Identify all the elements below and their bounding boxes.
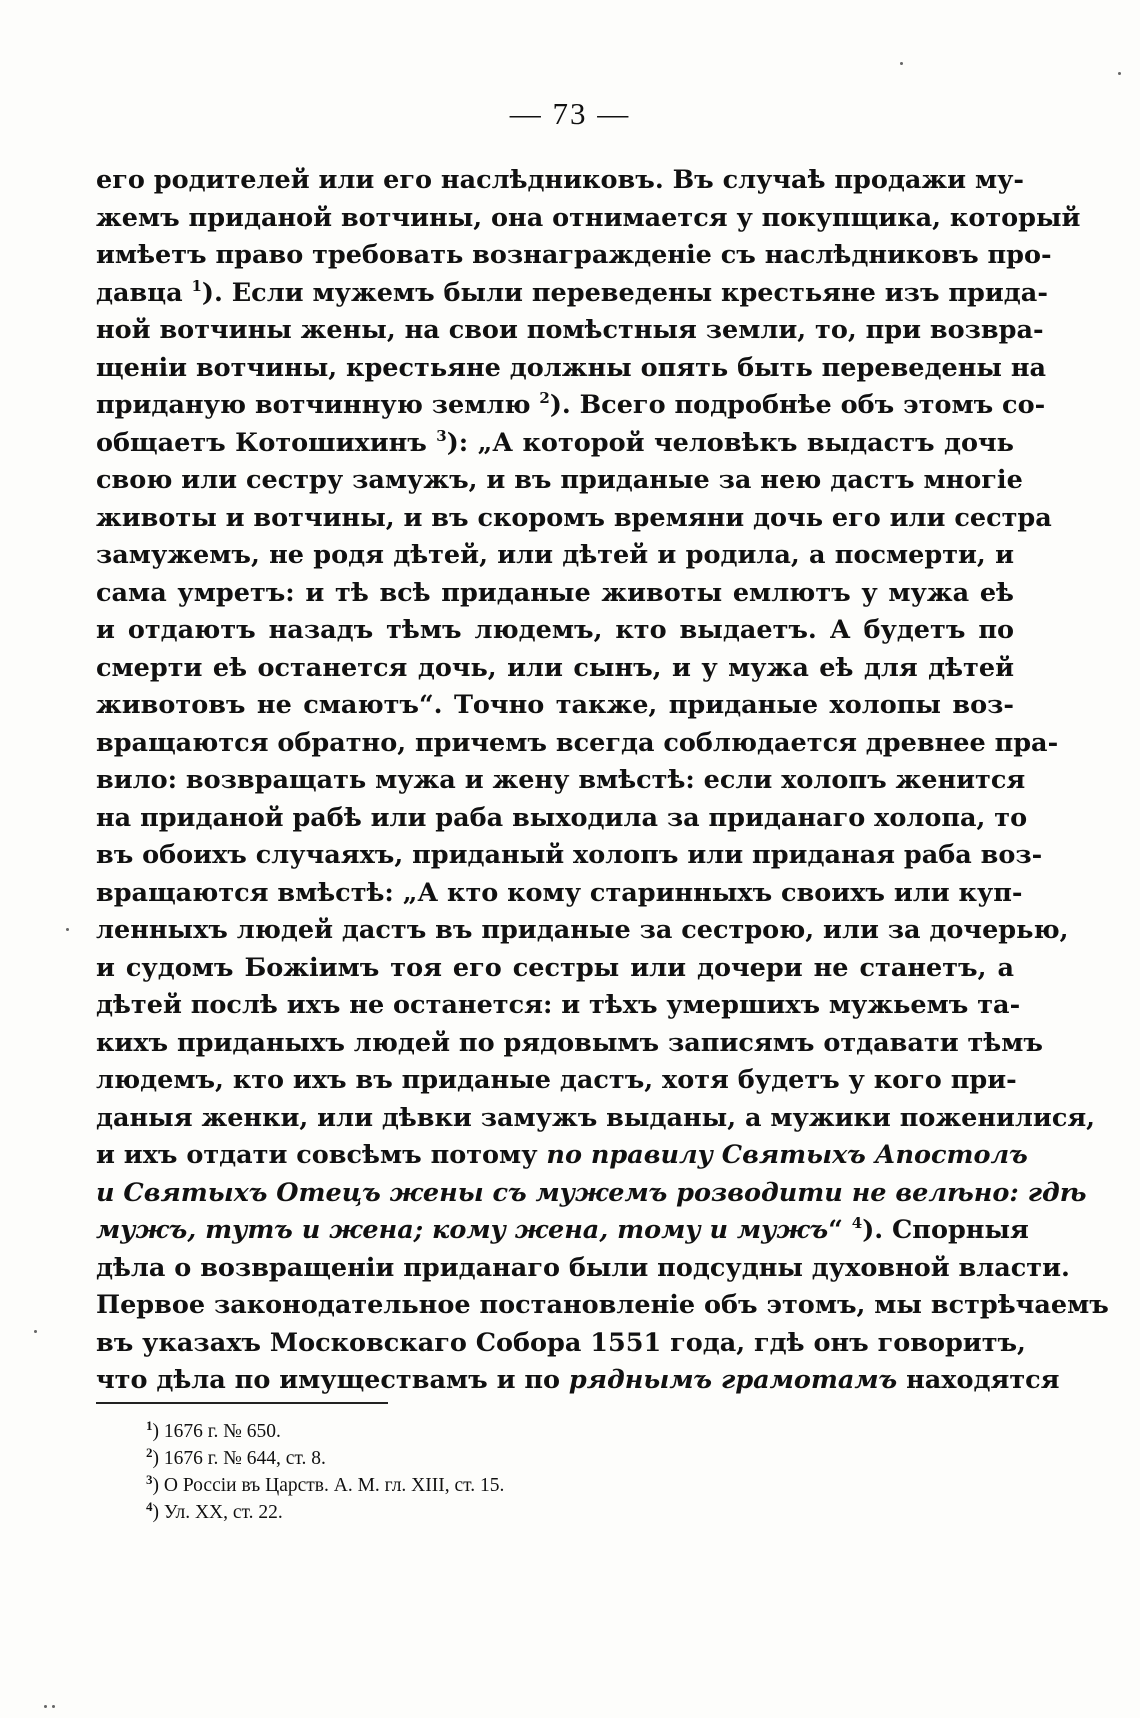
text-line	[96, 1362, 1060, 1400]
text-segment: находятся	[897, 1365, 1060, 1395]
text-line: и судомъ Божіимъ тоя его сестры или дочери не станетъ, а	[96, 952, 1014, 983]
text-line: на приданой рабѣ или раба выходила за приданаго холопа, то	[96, 802, 1028, 833]
footnote	[146, 1418, 504, 1445]
text-segment: давца	[96, 277, 192, 308]
footnote-text: ) Ул. XX, ст. 22.	[152, 1502, 283, 1523]
text-line: щеніи вотчины, крестьяне должны опять быть переведены на	[96, 352, 1047, 383]
footnote-ref-4: 4	[851, 1214, 863, 1232]
text-line: его родителей или его наслѣдниковъ. Въ случаѣ продажи му-	[96, 165, 1025, 195]
text-line: людемъ, кто ихъ въ приданые дастъ, хотя будетъ у кого при-	[96, 1065, 1017, 1095]
text-line: животовъ не смаютъ“. Точно также, приданые холопы воз-	[96, 690, 1014, 720]
scan-speck	[52, 1705, 55, 1708]
footnote	[146, 1445, 504, 1472]
text-line	[96, 425, 1014, 463]
text-line: дѣтей послѣ ихъ не останется: и тѣхъ умершихъ мужьемъ та-	[96, 990, 1021, 1020]
text-line: дѣла о возвращеніи приданаго были подсудны духовной власти.	[96, 1252, 1070, 1283]
text-segment: и ихъ отдати совсѣмъ потому	[96, 1140, 547, 1170]
footnote-ref-2: 2	[539, 389, 550, 407]
text-segment: приданую вотчинную землю	[96, 390, 540, 420]
text-line: вращаются обратно, причемъ всегда соблюдается древнее пра-	[96, 727, 1059, 758]
italic-quote: и Святыхъ Отецъ жены съ мужемъ розводити не велѣно: гдѣ	[96, 1177, 1087, 1208]
text-line	[96, 387, 1046, 425]
italic-quote: по правилу Святыхъ Апостолъ	[546, 1140, 1028, 1170]
footnote-mark: 2	[146, 1445, 153, 1460]
text-line: смерти eѣ останется дочь, или сынъ, и у мужа eѣ для дѣтей	[96, 652, 1014, 683]
text-line	[96, 1212, 1029, 1250]
italic-quote: мужъ, тутъ и жена; кому жена, тому и мужъ	[96, 1215, 829, 1245]
footnote	[146, 1499, 504, 1526]
text-segment: ): „А которой человѣкъ выдастъ дочь	[446, 427, 1014, 458]
scan-speck	[900, 62, 903, 65]
footnote	[146, 1472, 504, 1499]
footnote-mark: 4	[146, 1499, 153, 1514]
italic-term: ряднымъ грамотамъ	[568, 1365, 898, 1395]
text-segment: ). Всего подробнѣе объ этомъ со-	[549, 390, 1046, 420]
text-line: въ обоихъ случаяхъ, приданый холопъ или приданая раба воз-	[96, 840, 1043, 870]
text-line: животы и вотчины, и въ скоромъ времяни дочь его или сестра	[96, 502, 1052, 533]
text-segment: ). Спорныя	[862, 1215, 1029, 1245]
main-text	[96, 162, 1109, 1400]
text-line: ной вотчины жены, на свои помѣстныя земли, то, при возвра-	[96, 315, 1044, 345]
scan-speck	[66, 928, 69, 931]
scan-speck	[1118, 72, 1121, 75]
text-line: ленныхъ людей дастъ въ приданые за сестрою, или за дочерью,	[96, 915, 1069, 945]
footnote-mark: 3	[146, 1472, 153, 1487]
text-line: и отдаютъ назадъ тѣмъ людемъ, кто выдаетъ. А будетъ по	[96, 615, 1014, 645]
footnote-ref-1: 1	[191, 276, 202, 295]
footnote-mark: 1	[146, 1418, 153, 1433]
text-line: Первое законодательное постановленіе объ этомъ, мы встрѣчаемъ	[96, 1290, 1109, 1320]
text-line: вращаются вмѣстѣ: „А кто кому старинныхъ своихъ или куп-	[96, 877, 1023, 908]
text-line: вило: возвращать мужа и жену вмѣстѣ: если холопъ женится	[96, 765, 1026, 795]
text-segment: “	[828, 1215, 852, 1245]
footnote-text: ) 1676 г. № 644, ст. 8.	[152, 1448, 326, 1469]
text-line: жемъ приданой вотчины, она отнимается у покупщика, который	[96, 202, 1081, 233]
footnote-ref-3: 3	[436, 426, 447, 445]
footnote-text: ) 1676 г. № 650.	[152, 1421, 281, 1442]
text-segment: общаетъ Котошихинъ	[96, 427, 437, 458]
scan-speck	[34, 1330, 37, 1333]
text-line	[96, 275, 1048, 313]
scan-speck	[44, 1705, 47, 1708]
footnotes	[146, 1418, 504, 1526]
text-line: въ указахъ Московскаго Собора 1551 года, гдѣ онъ говоритъ,	[96, 1327, 1026, 1358]
text-line	[96, 1137, 1028, 1175]
text-line: даныя женки, или дѣвки замужъ выданы, а мужики поженилися,	[96, 1102, 1096, 1133]
text-line: кихъ приданыхъ людей по рядовымъ записямъ отдавати тѣмъ	[96, 1027, 1043, 1058]
text-line	[96, 1175, 1087, 1213]
text-line: свою или сестру замужъ, и въ приданые за нею дастъ многіе	[96, 465, 1023, 495]
page-number: — 73 —	[509, 96, 631, 131]
text-segment: что дѣла по имуществамъ и по	[96, 1365, 569, 1395]
footnote-divider	[96, 1402, 388, 1404]
text-line: замужемъ, не родя дѣтей, или дѣтей и родила, а посмерти, и	[96, 540, 1014, 570]
text-line: имѣетъ право требовать вознагражденіе съ наслѣдниковъ про-	[96, 240, 1052, 270]
text-segment: ). Если мужемъ были переведены крестьяне изъ прида-	[201, 277, 1048, 308]
text-line: сама умретъ: и тѣ всѣ приданые животы емлютъ у мужа eѣ	[96, 577, 1014, 608]
footnote-text: ) О Россіи въ Царств. А. М. гл. XIII, ст. 15.	[152, 1475, 505, 1496]
